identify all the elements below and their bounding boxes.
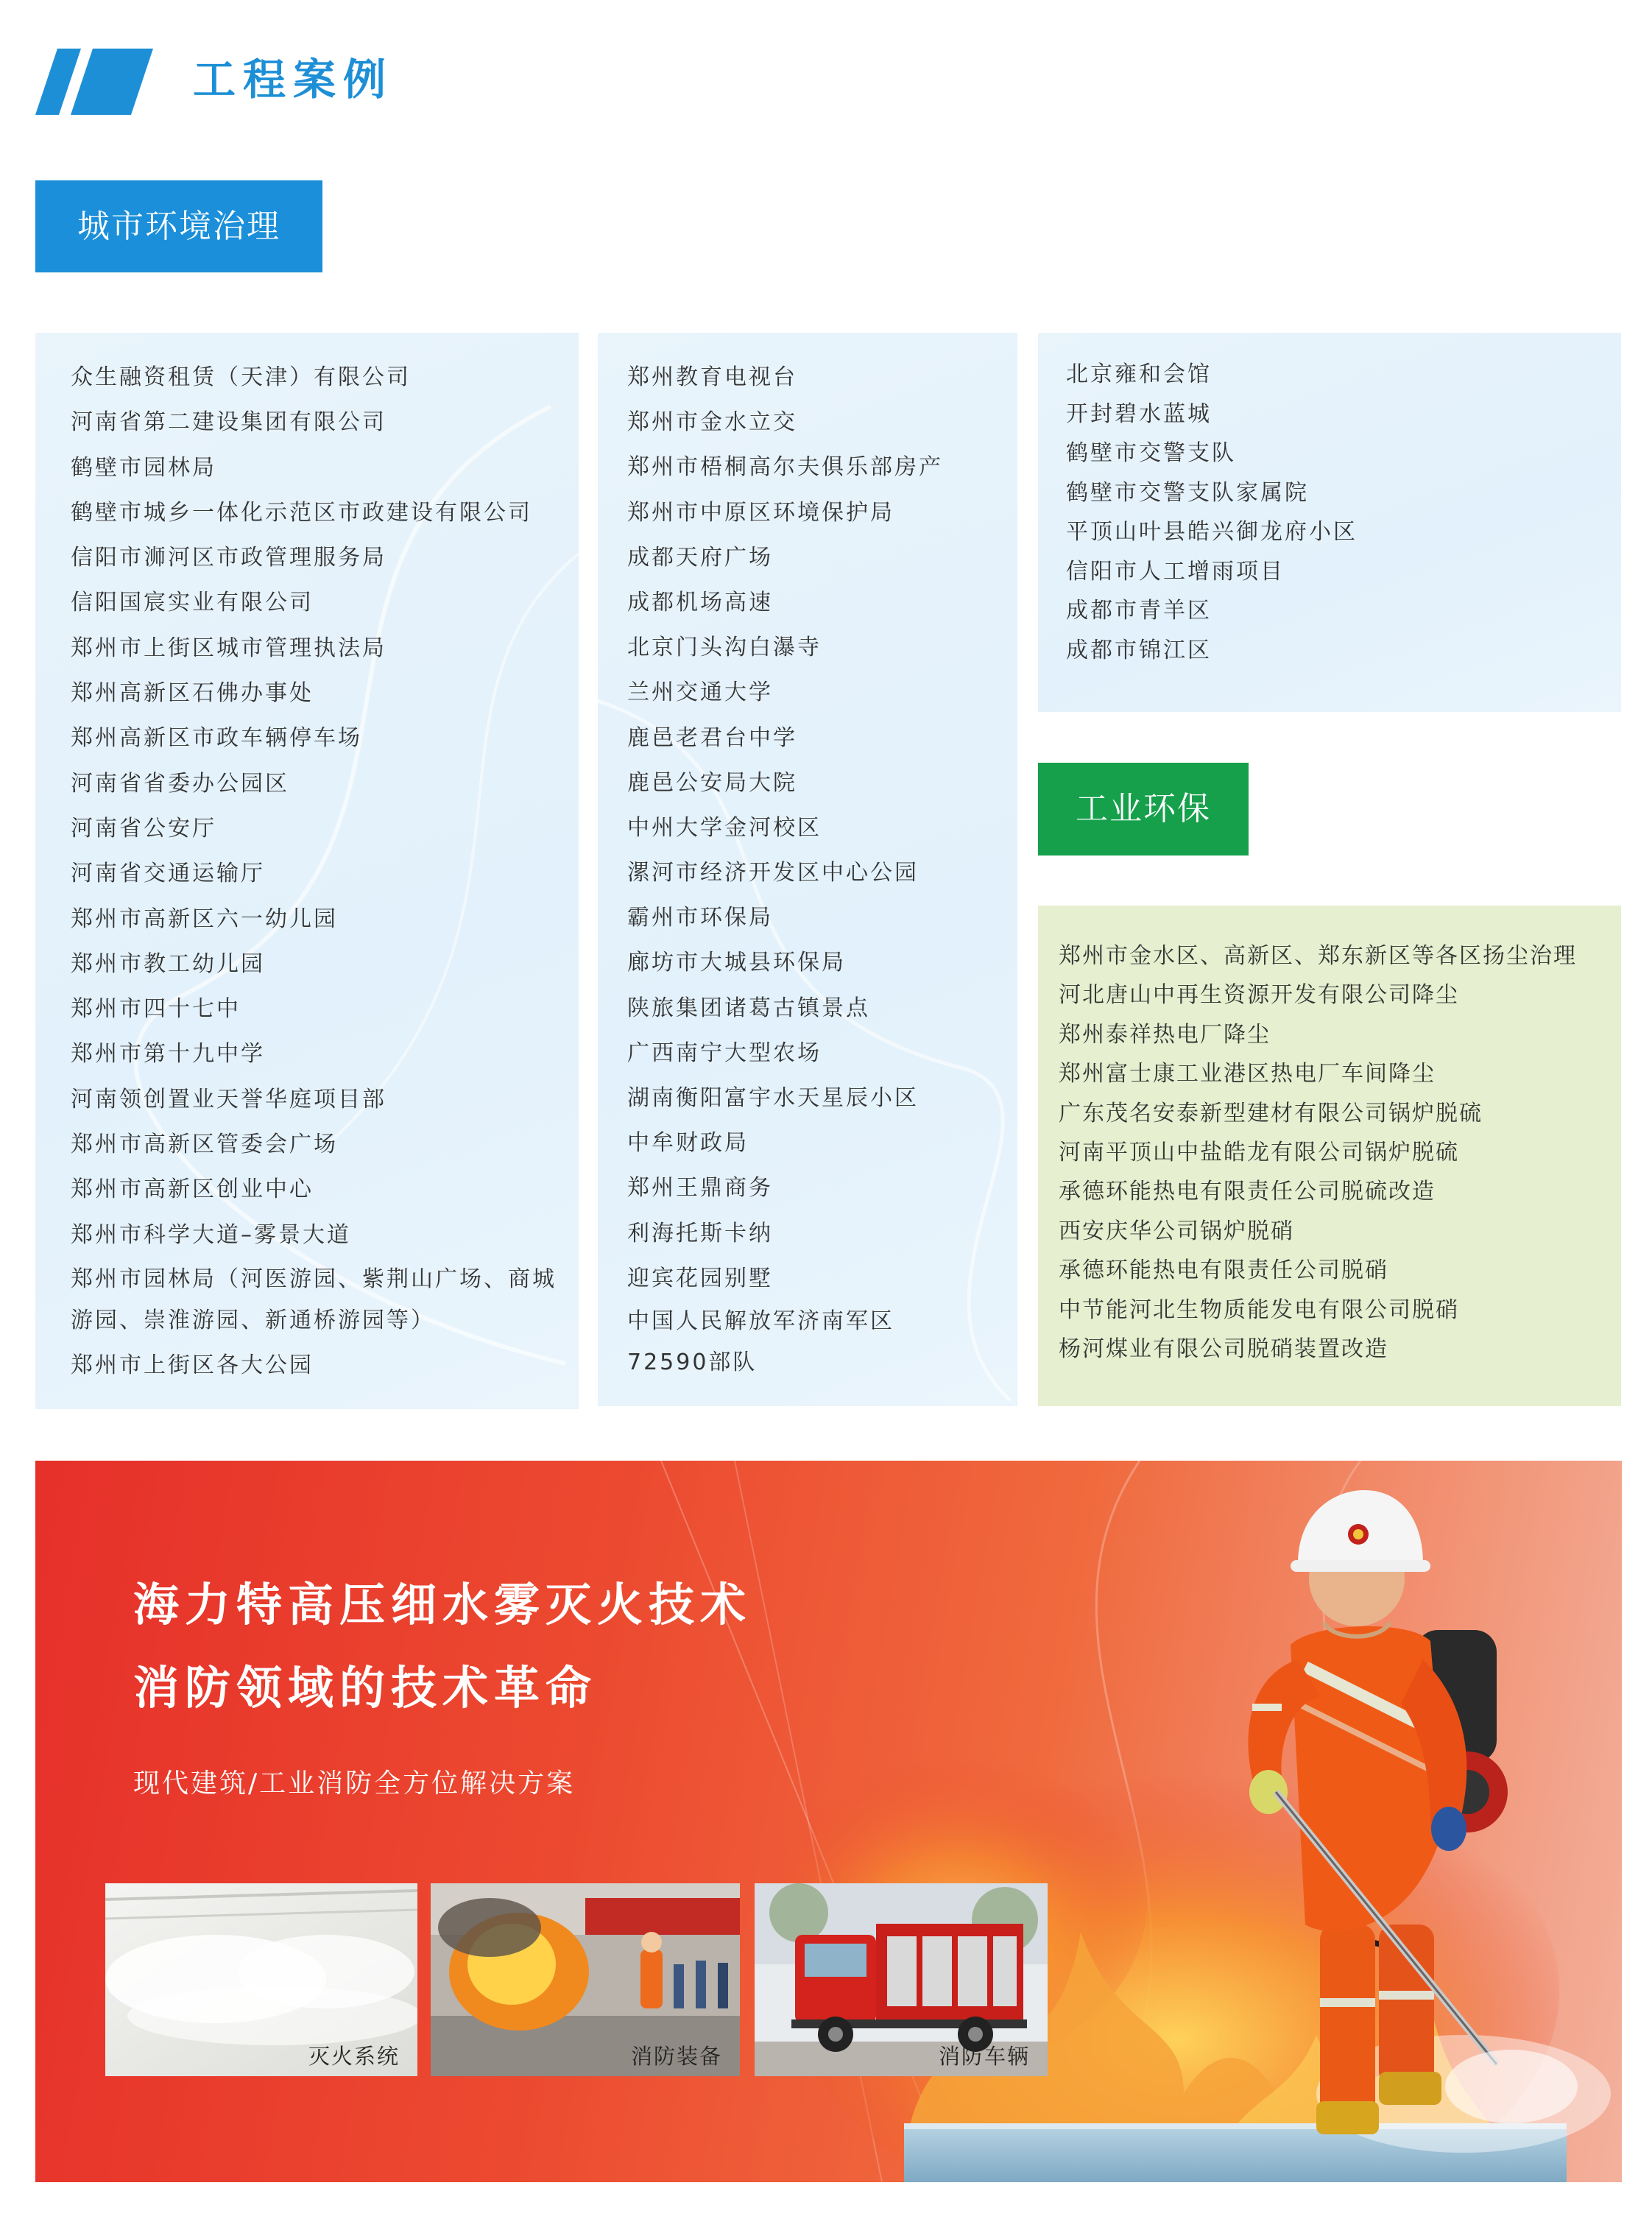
list-item: 成都机场高速 — [627, 589, 773, 615]
list-item: 郑州市教工幼儿园 — [71, 950, 265, 977]
list-item: 郑州市园林局（河医游园、紫荆山广场、商城游园、崇淮游园、新通桥游园等） — [71, 1266, 557, 1333]
list-item: 河南省公安厅 — [71, 815, 216, 842]
list-item: 鹿邑老君台中学 — [627, 724, 797, 751]
list-item: 鹿邑公安局大院 — [627, 769, 797, 796]
list-item: 郑州富士康工业港区热电厂车间降尘 — [1059, 1061, 1436, 1087]
list-item: 河北唐山中再生资源开发有限公司降尘 — [1059, 982, 1459, 1009]
list-item: 中牟财政局 — [627, 1130, 749, 1157]
industrial-environment-tag: 工业环保 — [1038, 763, 1249, 856]
list-item: 霸州市环保局 — [627, 905, 773, 931]
list-item: 西安庆华公司锅炉脱硝 — [1059, 1218, 1294, 1244]
list-item: 廊坊市大城县环保局 — [627, 950, 846, 976]
list-item: 信阳国宸实业有限公司 — [71, 590, 314, 616]
list-item: 河南领创置业天誉华庭项目部 — [71, 1086, 386, 1112]
list-item: 成都天府广场 — [627, 544, 773, 571]
thumbnail-caption: 消防装备 — [630, 2044, 722, 2069]
list-item: 鹤壁市交警支队家属院 — [1066, 479, 1309, 506]
banner-headline-2: 消防领域的技术革命 — [133, 1661, 598, 1715]
list-item: 利海托斯卡纳 — [627, 1220, 773, 1246]
list-item: 郑州泰祥热电厂降尘 — [1059, 1021, 1271, 1048]
list-item: 信阳市浉河区市政管理服务局 — [71, 545, 386, 571]
list-item: 承德环能热电有限责任公司脱硫改造 — [1059, 1179, 1436, 1205]
industrial-list-panel — [1038, 906, 1621, 1406]
urban-list-panel-1 — [35, 333, 579, 1409]
list-item: 郑州市梧桐高尔夫俱乐部房产 — [627, 454, 943, 481]
list-item: 河南平顶山中盐皓龙有限公司锅炉脱硫 — [1059, 1139, 1459, 1165]
list-item: 鹤壁市城乡一体化示范区市政建设有限公司 — [71, 499, 532, 526]
list-item: 河南省交通运输厅 — [71, 861, 265, 887]
list-item: 郑州市中原区环境保护局 — [627, 499, 894, 526]
list-item: 众生融资租赁（天津）有限公司 — [71, 364, 411, 390]
list-item: 郑州市金水区、高新区、郑东新区等各区扬尘治理 — [1059, 943, 1577, 969]
thumbnail-fire-truck — [755, 1883, 1048, 2076]
list-item: 杨河煤业有限公司脱硝装置改造 — [1059, 1336, 1388, 1362]
list-item: 承德环能热电有限责任公司脱硝 — [1059, 1257, 1388, 1284]
list-item: 郑州市高新区创业中心 — [71, 1176, 314, 1203]
thumbnail-caption: 消防车辆 — [938, 2044, 1030, 2069]
list-item: 漯河市经济开发区中心公园 — [627, 860, 919, 886]
list-item: 郑州市四十七中 — [71, 996, 241, 1023]
list-item: 成都市青羊区 — [1066, 598, 1212, 624]
list-item: 鹤壁市交警支队 — [1066, 440, 1236, 466]
list-item: 中国人民解放军济南军区72590部队 — [627, 1308, 894, 1375]
list-item: 中州大学金河校区 — [627, 814, 822, 841]
urban-list-panel-2 — [598, 333, 1017, 1406]
list-item: 北京门头沟白瀑寺 — [627, 635, 822, 661]
list-item: 中节能河北生物质能发电有限公司脱硝 — [1059, 1297, 1459, 1323]
list-item: 郑州市金水立交 — [627, 409, 797, 436]
list-item: 陕旅集团诸葛古镇景点 — [627, 995, 870, 1021]
list-item: 湖南衡阳富宇水天星辰小区 — [627, 1085, 919, 1111]
list-item: 河南省第二建设集团有限公司 — [71, 409, 386, 436]
list-item: 郑州教育电视台 — [627, 364, 797, 390]
list-item: 北京雍和会馆 — [1066, 361, 1212, 387]
banner-headline-1: 海力特高压细水雾灭火技术 — [133, 1578, 752, 1631]
firefighter-with-mist-gun-photo — [1165, 1483, 1578, 2175]
urban-list-panel-3 — [1038, 333, 1621, 712]
thumbnail-fire-suppression-system — [105, 1883, 417, 2076]
list-item: 郑州高新区石佛办事处 — [71, 680, 314, 707]
urban-list-col1 — [71, 355, 579, 1388]
urban-list-col2 — [627, 355, 995, 1383]
list-item: 广西南宁大型农场 — [627, 1040, 822, 1066]
list-item: 河南省省委办公园区 — [71, 770, 289, 797]
industrial-list — [1059, 936, 1621, 1369]
list-item: 郑州市高新区管委会广场 — [71, 1132, 338, 1158]
thumbnail-firefighting-equipment — [431, 1883, 740, 2076]
list-item: 迎宾花园别墅 — [627, 1265, 773, 1291]
thumbnail-caption: 灭火系统 — [308, 2044, 400, 2069]
urban-environment-tag: 城市环境治理 — [35, 180, 322, 272]
banner-subline: 现代建筑/工业消防全方位解决方案 — [133, 1768, 576, 1799]
list-item: 平顶山叶县皓兴御龙府小区 — [1066, 519, 1358, 545]
list-item: 郑州市第十九中学 — [71, 1041, 265, 1068]
list-item: 郑州市上街区各大公园 — [71, 1352, 314, 1378]
list-item: 开封碧水蓝城 — [1066, 401, 1212, 427]
page-title: 工程案例 — [193, 54, 394, 105]
list-item: 郑州市科学大道–雾景大道 — [71, 1221, 351, 1248]
list-item: 鹤壁市园林局 — [71, 454, 216, 481]
promo-banner — [35, 1461, 1622, 2182]
list-item: 信阳市人工增雨项目 — [1066, 558, 1285, 585]
list-item: 郑州王鼎商务 — [627, 1175, 773, 1202]
slanted-blue-bars-icon — [35, 49, 153, 115]
list-item: 郑州市上街区城市管理执法局 — [71, 635, 386, 661]
list-item: 郑州市高新区六一幼儿园 — [71, 906, 338, 932]
list-item: 广东茂名安泰新型建材有限公司锅炉脱硫 — [1059, 1100, 1483, 1126]
list-item: 兰州交通大学 — [627, 680, 773, 706]
list-item: 郑州高新区市政车辆停车场 — [71, 725, 362, 752]
urban-list-col3 — [1066, 355, 1581, 670]
list-item: 成都市锦江区 — [1066, 637, 1212, 663]
